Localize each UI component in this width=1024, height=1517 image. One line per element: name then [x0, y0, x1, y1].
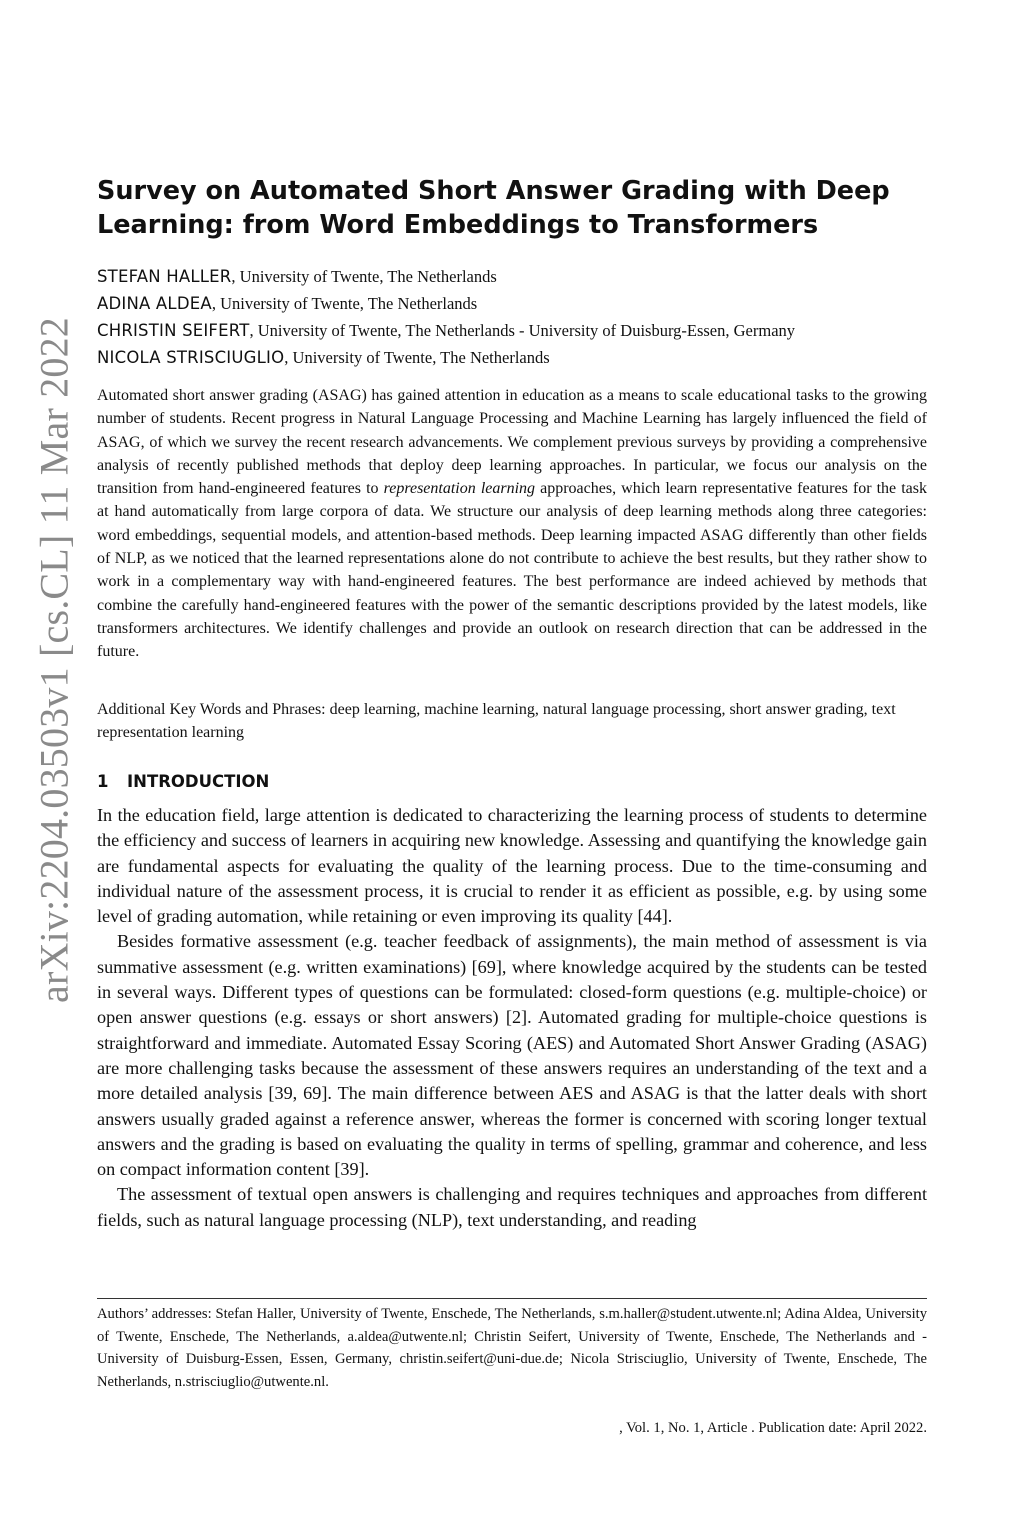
footnote-rule — [97, 1298, 927, 1299]
author-name: ADINA ALDEA — [97, 294, 212, 313]
footnote: Authors’ addresses: Stefan Haller, University of Twente, Enschede, The Netherlands, s.m.haller@student.utwente.nl; Adina Aldea, University of Twente, Enschede, The Netherlands, a.aldea@utwente.nl; Christin Seifert, University of Twente, Enschede, The Netherlands and - University of Duisburg-Essen, Essen, Germany, christin.seifert@uni-due.de; Nicola Strisciuglio, University of Twente, Enschede, The Netherlands, n.strisciuglio@utwente.nl. — [97, 1306, 927, 1390]
author-entry — [97, 344, 937, 371]
abstract-text: approaches, which learn representative features for the task at hand automatically from large corpora of data. We structure our analysis of deep learning methods along three categories: word embeddings, sequential models, and attention-based methods. Deep learning impacted ASAG differently than other fields of NLP, as we noticed that the learned representations alone do not contribute to achieve the best results, but they rather show to work in a complementary way with hand-engineered features. The best performance are indeed achieved by methods that combine the carefully hand-engineered features with the power of the semantic descriptions provided by the latest models, like transformers architectures. We identify challenges and provide an outlook on research direction that can be addressed in the future. — [97, 480, 928, 661]
paragraph: In the education field, large attention is dedicated to characterizing the learning process of students to determine the efficiency and success of learners in acquiring new knowledge. Assessing and quantifying the knowledge gain are fundamental aspects for evaluating the quality of the learning process. Due to the time-consuming and individual nature of the assessment process, it is crucial to render it as efficient as possible, e.g. by using some level of grading automation, while retaining or even improving its quality [44]. — [97, 805, 927, 927]
section-heading — [97, 772, 269, 791]
keywords: Additional Key Words and Phrases: deep learning, machine learning, natural language processing, short answer grading, text representation learning — [97, 701, 896, 742]
abstract-emphasis: representation learning — [383, 480, 536, 498]
intro-body — [97, 803, 927, 1233]
section-title: INTRODUCTION — [127, 772, 270, 791]
paper-title: Survey on Automated Short Answer Grading with Deep Learning: from Word Embeddings to Transformers — [97, 176, 890, 240]
arxiv-sidebar — [24, 290, 84, 1030]
abstract-text: Automated short answer grading (ASAG) has gained attention in education as a means to scale educational tasks to the growing number of students. Recent progress in Natural Language Processing and Machine Learning has largely influenced the field of ASAG, of which we survey the recent research advancements. We complement previous surveys by providing a comprehensive analysis of recently published methods that deploy deep learning approaches. In particular, we focus our analysis on the transition from hand-engineered features to — [97, 387, 927, 498]
author-entry — [97, 317, 937, 344]
author-entry — [97, 263, 937, 290]
paragraph: Besides formative assessment (e.g. teacher feedback of assignments), the main method of assessment is via summative assessment (e.g. written examinations) [69], where knowledge acquired by the students can be tested in several ways. Different types of questions can be formulated: closed-form questions (e.g. multiple-choice) or open answer questions (e.g. essays or short answers) [2]. Automated grading for multiple-choice questions is straightforward and immediate. Automated Essay Scoring (AES) and Automated Short Answer Grading (ASAG) are more challenging tasks because the assessment of these answers requires an understanding of the text and a more detailed analysis [39, 69]. The main difference between AES and ASAG is that the latter deals with short answers usually graded against a reference answer, whereas the former is concerned with scoring longer textual answers and the grading is based on evaluating the quality in terms of spelling, grammar and coherence, and less on compact information content [39]. — [97, 931, 927, 1180]
author-name: CHRISTIN SEIFERT — [97, 321, 250, 340]
author-affiliation: , University of Twente, The Netherlands - University of Duisburg-Essen, Germany — [249, 321, 796, 340]
author-affiliation: , University of Twente, The Netherlands — [211, 294, 478, 313]
author-affiliation: , University of Twente, The Netherlands — [231, 267, 497, 286]
author-entry — [97, 290, 937, 317]
author-affiliation: , University of Twente, The Netherlands — [284, 348, 550, 367]
page-footer: , Vol. 1, No. 1, Article . Publication date: April 2022. — [619, 1420, 927, 1436]
arxiv-identifier[interactable]: arXiv:2204.03503v1 [cs.CL] 11 Mar 2022 — [31, 316, 77, 1004]
paragraph: The assessment of textual open answers is challenging and requires techniques and approaches from different fields, such as natural language processing (NLP), text understanding, and reading — [97, 1184, 927, 1230]
author-name: STEFAN HALLER — [97, 267, 232, 286]
abstract — [97, 384, 927, 664]
author-list — [97, 263, 937, 371]
author-name: NICOLA STRISCIUGLIO — [97, 348, 285, 367]
section-number: 1 — [97, 772, 109, 791]
